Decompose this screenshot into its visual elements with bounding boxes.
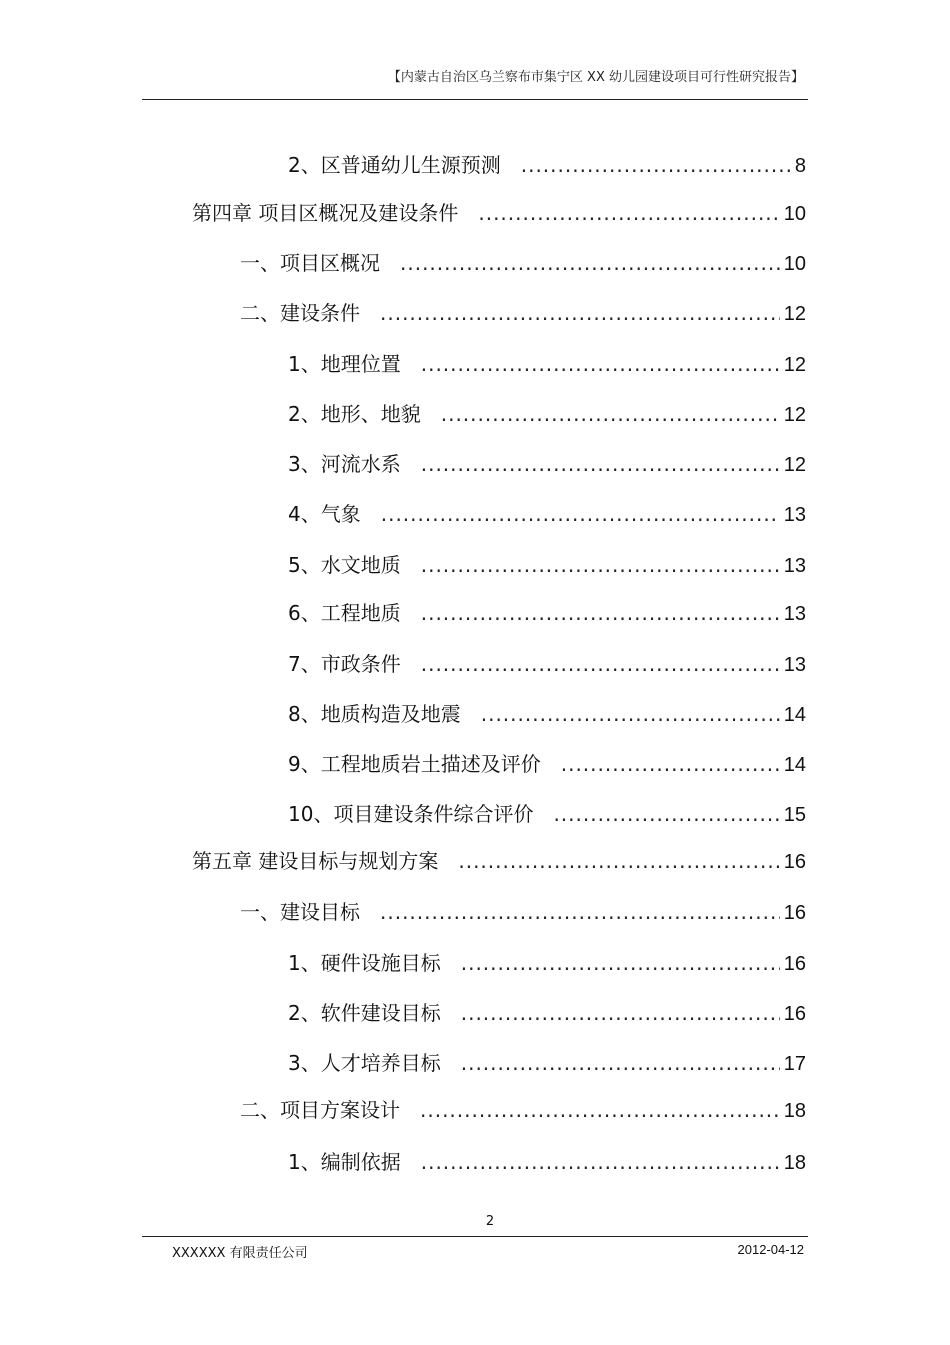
toc-entry-label: 1、地理位置 (288, 352, 401, 376)
toc-entry-page: 13 (783, 654, 806, 676)
toc-leader-dots (380, 898, 780, 926)
toc-leader-dots (421, 350, 780, 378)
toc-entry[interactable] (240, 898, 806, 926)
toc-entry[interactable] (288, 350, 806, 378)
toc-entry[interactable] (288, 1049, 806, 1077)
toc-leader-dots (421, 1148, 780, 1176)
toc-leader-dots (553, 800, 779, 828)
toc-entry[interactable] (288, 800, 806, 828)
toc-leader-dots (380, 299, 780, 327)
toc-entry-page: 17 (783, 1053, 806, 1075)
toc-entry[interactable] (288, 949, 806, 977)
toc-entry-label: 6、工程地质 (288, 601, 401, 625)
toc-entry[interactable] (240, 249, 806, 277)
toc-entry-page: 14 (783, 704, 806, 726)
toc-leader-dots (421, 650, 780, 678)
toc-entry-label: 9、工程地质岩土描述及评价 (288, 752, 541, 776)
toc-entry-page: 13 (783, 504, 806, 526)
toc-entry-page: 14 (783, 754, 806, 776)
toc-entry-label: 一、项目区概况 (240, 251, 380, 275)
toc-entry-label: 1、硬件设施目标 (288, 951, 441, 975)
footer-date: 2012-04-12 (737, 1242, 804, 1257)
toc-leader-dots (400, 249, 780, 277)
toc-entry[interactable] (288, 650, 806, 678)
toc-leader-dots (421, 599, 780, 627)
toc-entry-label: 二、项目方案设计 (240, 1098, 400, 1122)
toc-entry-page: 16 (783, 902, 806, 924)
page-number: 2 (485, 1214, 495, 1229)
toc-leader-dots (478, 199, 779, 227)
toc-entry-page: 12 (783, 404, 806, 426)
toc-entry-label: 第五章 建设目标与规划方案 (192, 849, 439, 873)
toc-leader-dots (461, 1049, 780, 1077)
toc-entry[interactable] (288, 750, 806, 778)
header-title: 【内蒙古自治区乌兰察布市集宁区 XX 幼儿园建设项目可行性研究报告】 (387, 70, 804, 85)
header-divider (142, 99, 808, 100)
toc-entry[interactable] (240, 1096, 806, 1124)
toc-entry[interactable] (192, 847, 806, 875)
toc-entry-page: 18 (783, 1100, 806, 1122)
toc-entry-label: 2、地形、地貌 (288, 402, 421, 426)
toc-entry-page: 8 (794, 155, 806, 177)
toc-entry[interactable] (288, 450, 806, 478)
toc-entry-label: 7、市政条件 (288, 652, 401, 676)
toc-leader-dots (421, 551, 780, 579)
toc-entry-label: 第四章 项目区概况及建设条件 (192, 201, 459, 225)
toc-entry-page: 13 (783, 603, 806, 625)
toc-leader-dots (421, 450, 780, 478)
toc-entry-page: 15 (783, 804, 806, 826)
toc-entry-label: 4、气象 (288, 502, 361, 526)
toc-leader-dots (461, 949, 780, 977)
toc-entry-page: 18 (783, 1152, 806, 1174)
toc-entry-label: 5、水文地质 (288, 553, 401, 577)
toc-entry-page: 12 (783, 454, 806, 476)
toc-leader-dots (561, 750, 780, 778)
toc-leader-dots (521, 151, 791, 179)
toc-entry-label: 2、区普通幼儿生源预测 (288, 153, 501, 177)
toc-entry-label: 一、建设目标 (240, 900, 360, 924)
toc-entry-page: 12 (783, 354, 806, 376)
toc-entry-label: 1、编制依据 (288, 1150, 401, 1174)
toc-entry[interactable] (288, 151, 806, 179)
toc-entry-label: 3、人才培养目标 (288, 1051, 441, 1075)
toc-entry-label: 10、项目建设条件综合评价 (288, 802, 534, 826)
toc-entry[interactable] (288, 999, 806, 1027)
toc-entry[interactable] (288, 1148, 806, 1176)
toc-entry-page: 16 (783, 953, 806, 975)
footer-company: XXXXXX 有限责任公司 (172, 1246, 308, 1261)
toc-entry[interactable] (192, 199, 806, 227)
toc-leader-dots (461, 999, 780, 1027)
toc-entry-page: 10 (783, 203, 806, 225)
toc-entry[interactable] (240, 299, 806, 327)
toc-entry[interactable] (288, 599, 806, 627)
footer-divider (142, 1236, 808, 1237)
toc-entry[interactable] (288, 700, 806, 728)
toc-entry-page: 13 (783, 555, 806, 577)
toc-leader-dots (420, 1096, 780, 1124)
toc-entry-label: 二、建设条件 (240, 301, 360, 325)
toc-entry-page: 16 (783, 851, 806, 873)
toc-entry-label: 3、河流水系 (288, 452, 401, 476)
toc-entry[interactable] (288, 551, 806, 579)
toc-leader-dots (458, 847, 779, 875)
toc-entry-label: 2、软件建设目标 (288, 1001, 441, 1025)
toc-entry-page: 16 (783, 1003, 806, 1025)
toc-entry[interactable] (288, 500, 806, 528)
toc-entry-page: 12 (783, 303, 806, 325)
toc-leader-dots (441, 400, 780, 428)
toc-leader-dots (481, 700, 780, 728)
toc-entry[interactable] (288, 400, 806, 428)
toc-entry-page: 10 (783, 253, 806, 275)
toc-leader-dots (381, 500, 780, 528)
toc-entry-label: 8、地质构造及地震 (288, 702, 461, 726)
